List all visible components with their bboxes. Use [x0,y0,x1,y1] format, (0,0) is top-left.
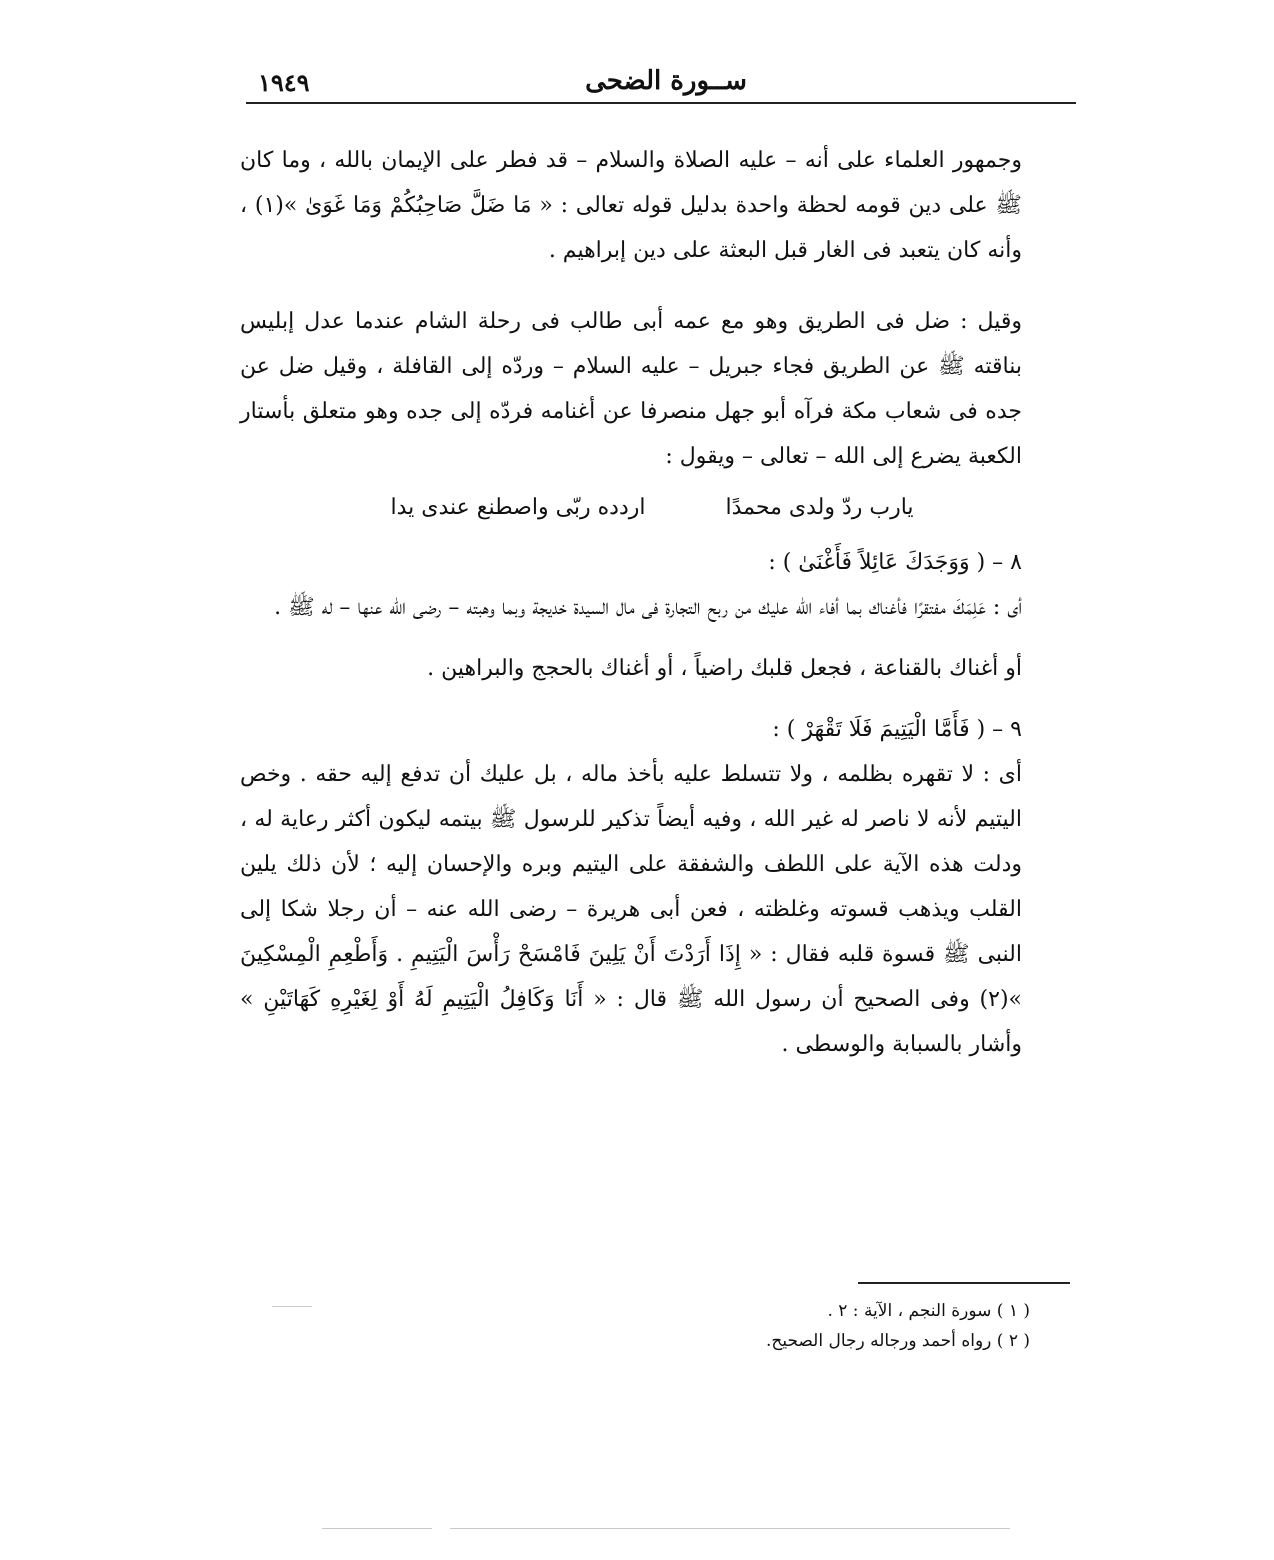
scan-mark [322,1528,432,1529]
verse-heading-9: ٩ – ( فَأَمَّا الْيَتِيمَ فَلَا تَقْهَرْ ) : [772,717,1022,742]
verse-first-hemistich: يارب ردّ ولدى محمدًا [725,495,914,520]
header-divider [246,102,1076,104]
footnote-1: ( ١ ) سورة النجم ، الآية : ٢ . [827,1301,1030,1321]
footnotes [660,1296,1030,1356]
paragraph-contentment: أو أغناك بالقناعة ، فجعل قلبك راضياً ، أو أغناك بالحجج والبراهين . [427,656,1022,681]
verse-heading-8: ٨ – ( وَوَجَدَكَ عَائِلاً فَأَغْنَىٰ ) : [768,550,1022,575]
poem-verse [240,485,1064,530]
surah-title: ســورة الضحى [585,66,747,96]
main-text [240,138,1064,1067]
page-number: ١٩٤٩ [258,68,310,97]
footnote-divider [858,1282,1070,1284]
paragraph-enrichment: أى : عَلِمَكَ مفتقرًا فأغناك بما أفاء الله عليك من ربح التجارة فى مال السيدة خديجة وبما وهبته – رضى الله عنها – له ﷺ . [274,595,1022,620]
page-header [258,62,1074,106]
paragraph-belief: وجمهور العلماء على أنه – عليه الصلاة والسلام – قد فطر على الإيمان بالله ، وما كان ﷺ على دين قومه لحظة واحدة بدليل قوله تعالى : « مَا ضَلَّ صَاحِبُكُمْ وَمَا غَوَىٰ »(١) ، وأنه كان يتعبد فى الغار قبل البعثة على دين إبراهيم . [240,148,1022,263]
footnote-2: ( ٢ ) رواه أحمد ورجاله رجال الصحيح. [765,1331,1030,1351]
verse-second-hemistich: اردده ربّى واصطنع عندى يدا [390,495,646,520]
scan-mark [272,1306,312,1307]
scan-mark [450,1528,1010,1529]
paragraph-orphan: أى : لا تقهره بظلمه ، ولا تتسلط عليه بأخذ ماله ، بل عليك أن تدفع إليه حقه . وخص اليتيم لأنه لا ناصر له غير الله ، وفيه أيضاً تذكير للرسول ﷺ بيتمه ليكون أكثر رعاية له ، ودلت هذه الآية على اللطف والشفقة على اليتيم وبره والإحسان إليه ؛ لأن ذلك يلين القلب ويذهب قسوته وغلظته ، فعن أبى هريرة – رضى الله عنه – أن رجلا شكا إلى النبى ﷺ قسوة قلبه فقال : « إِذَا أَرَدْتَ أَنْ يَلِينَ فَامْسَحْ رَأْسَ الْيَتِيمِ . وَأَطْعِمِ الْمِسْكِينَ »(٢) وفى الصحيح أن رسول الله ﷺ قال : « أَنَا وَكَافِلُ الْيَتِيمِ لَهُ أَوْ لِغَيْرِهِ كَهَاتَيْنِ » وأشار بالسبابة والوسطى . [240,762,1023,1057]
paragraph-lost-path: وقيل : ضل فى الطريق وهو مع عمه أبى طالب فى رحلة الشام عندما عدل إبليس بناقته ﷺ عن الطريق فجاء جبريل – عليه السلام – وردّه إلى القافلة ، وقيل ضل عن جده فى شعاب مكة فرآه أبو جهل منصرفا عن أغنامه فردّه إلى جده وهو متعلق بأستار الكعبة يضرع إلى الله – تعالى – ويقول : [240,309,1022,469]
